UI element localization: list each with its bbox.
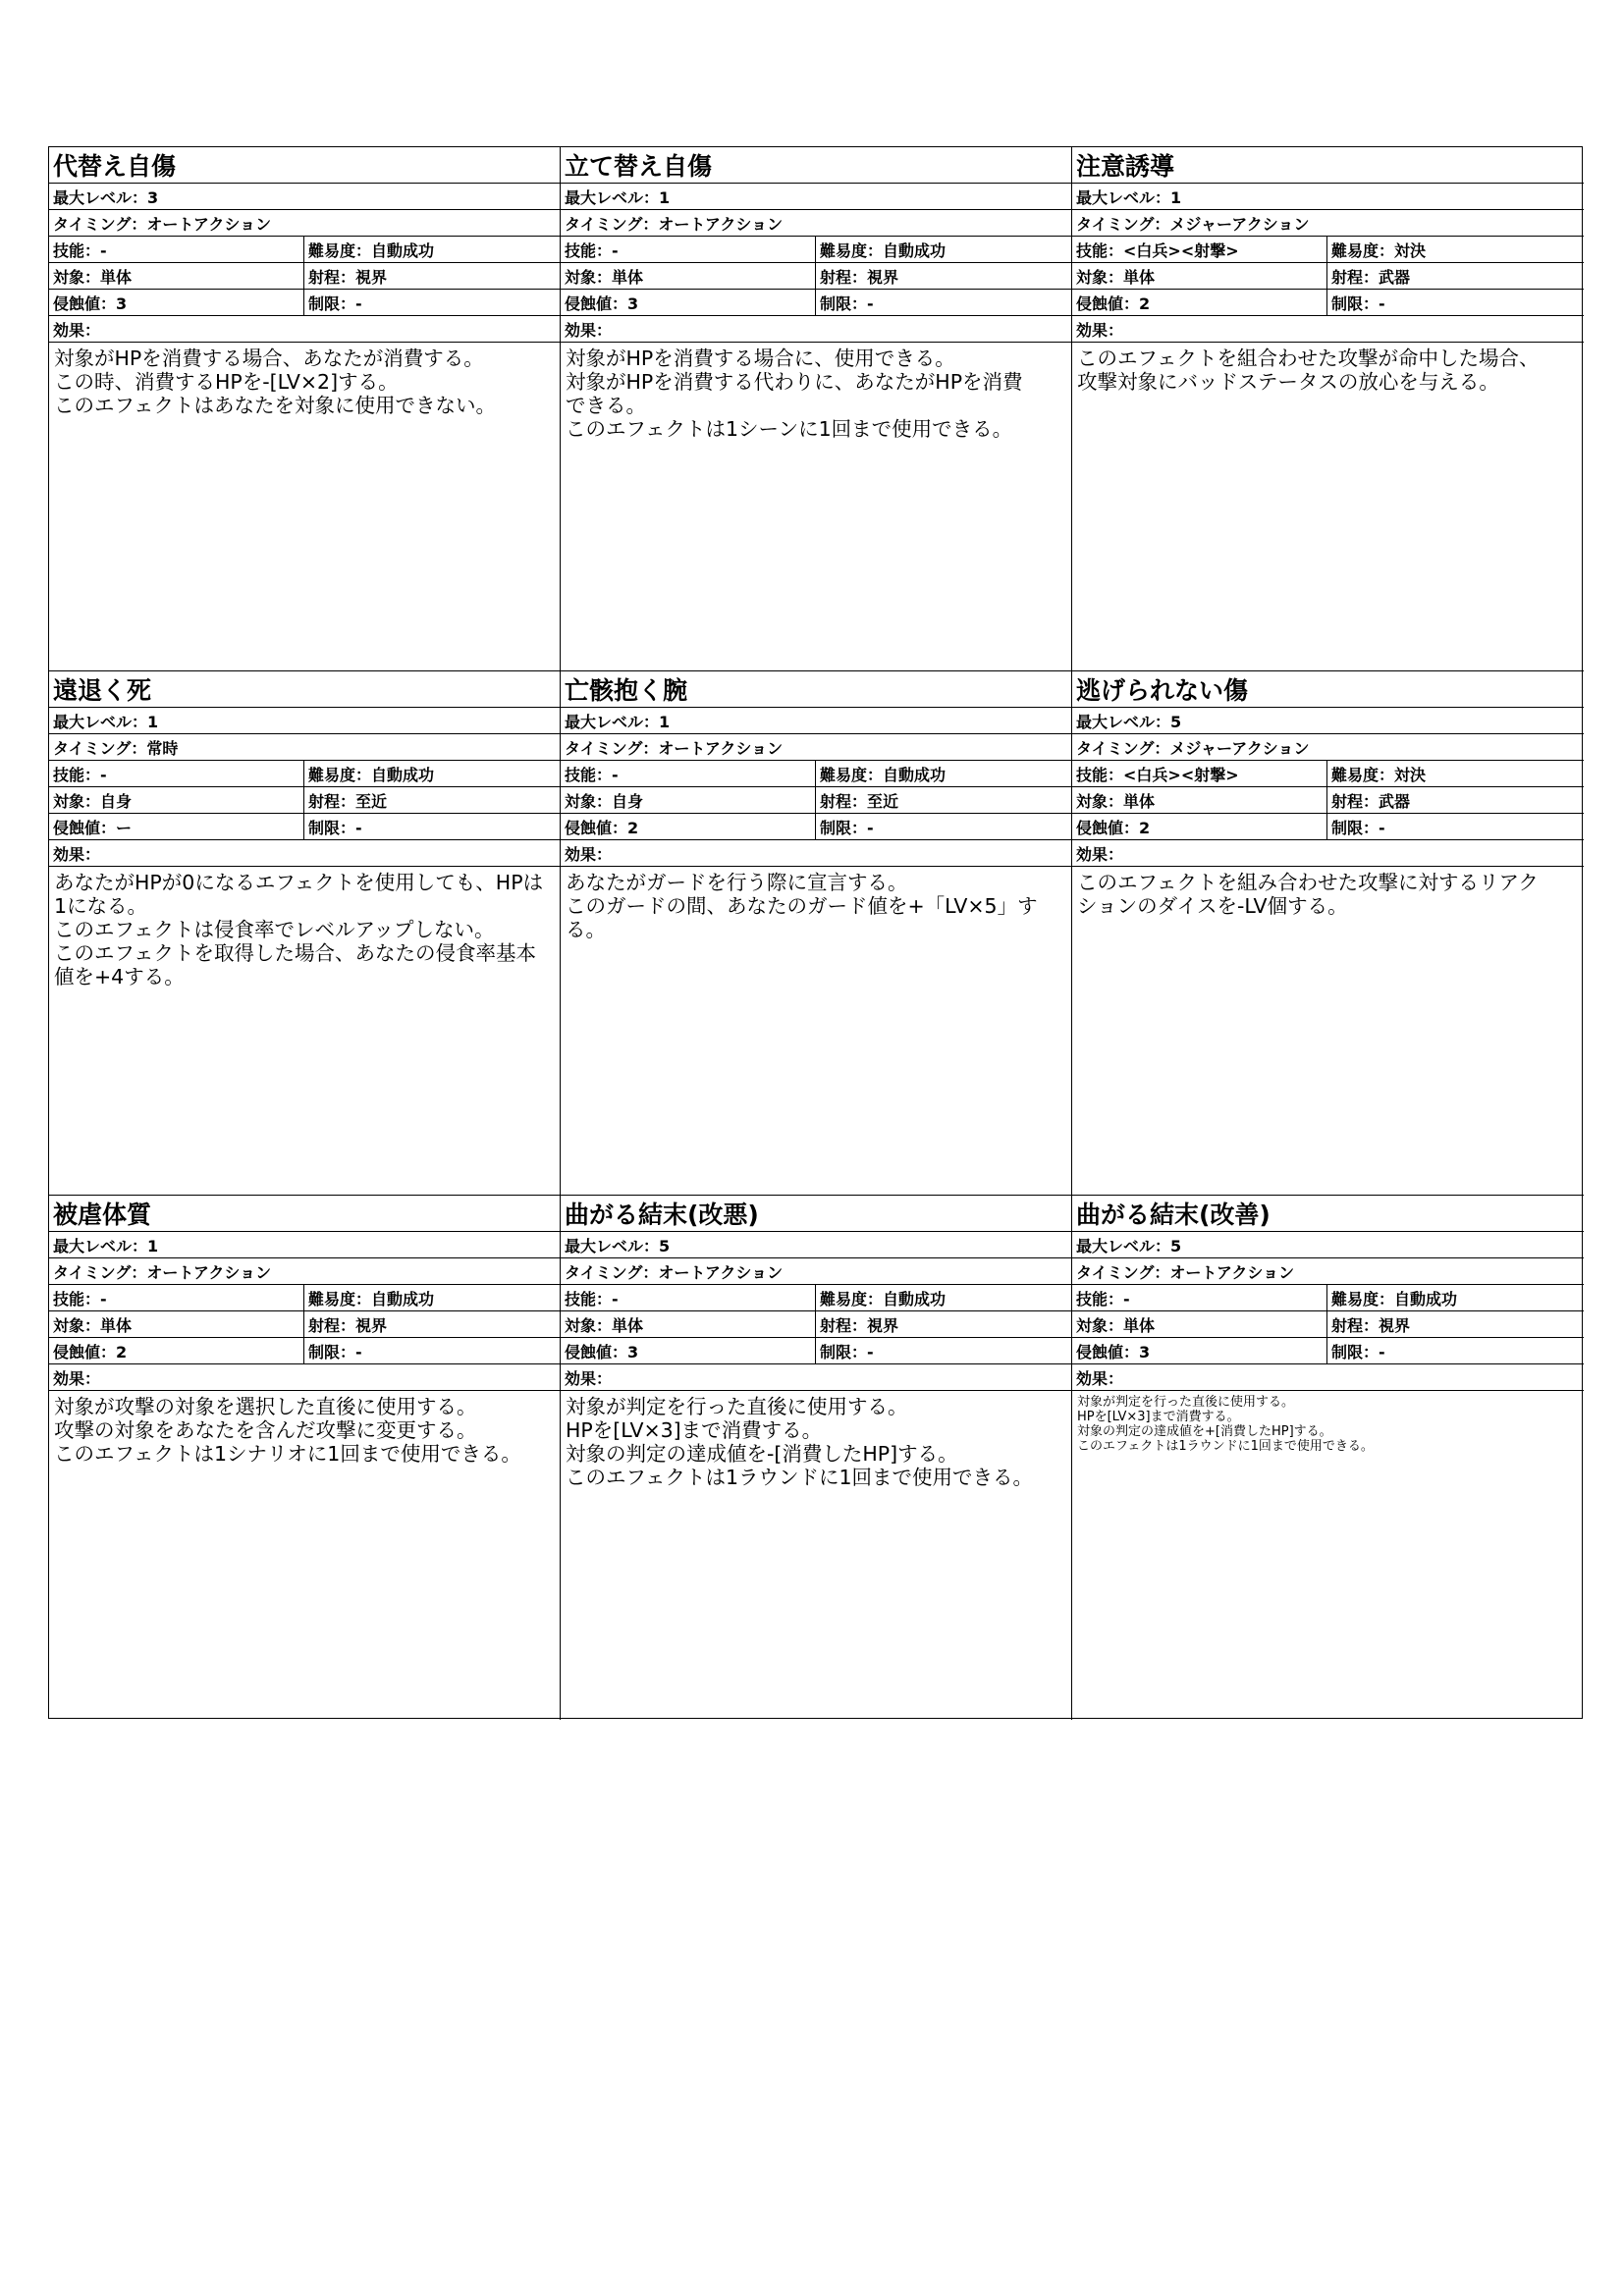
target-range-row <box>1072 263 1584 290</box>
max-level: 最大レベル：5 <box>1072 1232 1584 1258</box>
difficulty: 難易度：自動成功 <box>308 240 435 260</box>
erosion: 侵蝕値：3 <box>561 290 816 315</box>
skill-difficulty-row <box>1072 761 1584 787</box>
difficulty: 難易度：自動成功 <box>820 240 947 260</box>
effect-label: 効果： <box>49 840 560 867</box>
limit: 制限：- <box>820 818 874 837</box>
skill: 技能：- <box>49 237 304 262</box>
skill-difficulty-row <box>49 1285 560 1311</box>
difficulty: 難易度：対決 <box>1331 765 1427 784</box>
limit: 制限：- <box>820 294 874 313</box>
effect-name: 亡骸抱く腕 <box>561 671 1071 708</box>
range: 射程：武器 <box>1331 791 1411 811</box>
effect-label: 効果： <box>1072 1364 1584 1391</box>
timing: タイミング：オートアクション <box>49 210 560 237</box>
difficulty: 難易度：対決 <box>1331 240 1427 260</box>
erosion: 侵蝕値：2 <box>561 814 816 839</box>
timing: タイミング：オートアクション <box>561 734 1071 761</box>
max-level: 最大レベル：1 <box>561 708 1071 734</box>
erosion-limit-row <box>561 814 1071 840</box>
max-level: 最大レベル：1 <box>1072 184 1584 210</box>
effect-text: このエフェクトを組合わせた攻撃が命中した場合、 攻撃対象にバッドステータスの放心を与える。 <box>1077 347 1540 394</box>
effect-card <box>1072 147 1584 671</box>
effect-card <box>561 671 1072 1196</box>
skill: 技能：- <box>561 237 816 262</box>
erosion-limit-row <box>1072 290 1584 316</box>
max-level: 最大レベル：5 <box>561 1232 1071 1258</box>
erosion-limit-row <box>49 814 560 840</box>
effect-card <box>561 1196 1072 1720</box>
range: 射程：視界 <box>820 1315 899 1335</box>
target-range-row <box>49 787 560 814</box>
erosion-limit-row <box>1072 814 1584 840</box>
skill-difficulty-row <box>49 237 560 263</box>
skill-difficulty-row <box>561 761 1071 787</box>
timing: タイミング：オートアクション <box>561 1258 1071 1285</box>
effect-label: 効果： <box>561 316 1071 343</box>
timing: タイミング：オートアクション <box>49 1258 560 1285</box>
timing: タイミング：オートアクション <box>561 210 1071 237</box>
effect-card <box>49 671 561 1196</box>
max-level: 最大レベル：1 <box>561 184 1071 210</box>
erosion-limit-row <box>561 290 1071 316</box>
effect-card <box>1072 671 1584 1196</box>
skill-difficulty-row <box>1072 237 1584 263</box>
target: 対象：単体 <box>49 1311 304 1337</box>
difficulty: 難易度：自動成功 <box>820 1289 947 1308</box>
effect-name: 代替え自傷 <box>49 147 560 184</box>
skill: 技能：<白兵><射撃> <box>1072 761 1327 786</box>
target: 対象：単体 <box>561 1311 816 1337</box>
timing: タイミング：オートアクション <box>1072 1258 1584 1285</box>
max-level: 最大レベル：3 <box>49 184 560 210</box>
target: 対象：単体 <box>561 263 816 289</box>
effect-name: 注意誘導 <box>1072 147 1584 184</box>
max-level: 最大レベル：1 <box>49 1232 560 1258</box>
effect-text: 対象が判定を行った直後に使用する。 HPを[LV×3]まで消費する。 対象の判定の達成値を+[消費したHP]する。 このエフェクトは1ラウンドに1回まで使用できる。 <box>1077 1395 1374 1454</box>
erosion: 侵蝕値：ー <box>49 814 304 839</box>
target: 対象：単体 <box>49 263 304 289</box>
effect-label: 効果： <box>49 1364 560 1391</box>
limit: 制限：- <box>1331 294 1385 313</box>
effect-name: 逃げられない傷 <box>1072 671 1584 708</box>
target-range-row <box>49 1311 560 1338</box>
range: 射程：至近 <box>308 791 388 811</box>
effect-card <box>1072 1196 1584 1720</box>
effect-name: 曲がる結末(改善) <box>1072 1196 1584 1232</box>
erosion-limit-row <box>1072 1338 1584 1364</box>
effect-text: あなたがガードを行う際に宣言する。 このガードの間、あなたのガード値を+「LV×5」する。 <box>566 871 1038 941</box>
effect-text: 対象がHPを消費する場合に、使用できる。 対象がHPを消費する代わりに、あなたがHPを消費 できる。 このエフェクトは1シーンに1回まで使用できる。 <box>566 347 1023 441</box>
range: 射程：武器 <box>1331 267 1411 287</box>
target-range-row <box>561 263 1071 290</box>
timing: タイミング：メジャーアクション <box>1072 210 1584 237</box>
erosion: 侵蝕値：2 <box>1072 814 1327 839</box>
range: 射程：視界 <box>308 1315 388 1335</box>
target-range-row <box>49 263 560 290</box>
timing: タイミング：常時 <box>49 734 560 761</box>
range: 射程：至近 <box>820 791 899 811</box>
effect-name: 遠退く死 <box>49 671 560 708</box>
skill: 技能：- <box>561 761 816 786</box>
effect-sheet <box>48 146 1583 1719</box>
erosion-limit-row <box>561 1338 1071 1364</box>
timing: タイミング：メジャーアクション <box>1072 734 1584 761</box>
skill: 技能：<白兵><射撃> <box>1072 237 1327 262</box>
limit: 制限：- <box>1331 1342 1385 1362</box>
erosion: 侵蝕値：3 <box>561 1338 816 1363</box>
effect-name: 曲がる結末(改悪) <box>561 1196 1071 1232</box>
target-range-row <box>1072 787 1584 814</box>
difficulty: 難易度：自動成功 <box>308 1289 435 1308</box>
skill: 技能：- <box>49 761 304 786</box>
effect-text: 対象が攻撃の対象を選択した直後に使用する。 攻撃の対象をあなたを含んだ攻撃に変更する。 このエフェクトは1シナリオに1回まで使用できる。 <box>54 1395 521 1466</box>
effect-label: 効果： <box>561 840 1071 867</box>
target: 対象：単体 <box>1072 263 1327 289</box>
target: 対象：単体 <box>1072 787 1327 813</box>
skill-difficulty-row <box>561 1285 1071 1311</box>
difficulty: 難易度：自動成功 <box>820 765 947 784</box>
effect-card <box>49 1196 561 1720</box>
erosion: 侵蝕値：2 <box>1072 290 1327 315</box>
range: 射程：視界 <box>1331 1315 1411 1335</box>
target: 対象：自身 <box>49 787 304 813</box>
target-range-row <box>561 1311 1071 1338</box>
range: 射程：視界 <box>820 267 899 287</box>
effect-label: 効果： <box>1072 316 1584 343</box>
effect-label: 効果： <box>49 316 560 343</box>
skill: 技能：- <box>561 1285 816 1310</box>
effect-text: 対象が判定を行った直後に使用する。 HPを[LV×3]まで消費する。 対象の判定の達成値を-[消費したHP]する。 このエフェクトは1ラウンドに1回まで使用できる。 <box>566 1395 1034 1489</box>
difficulty: 難易度：自動成功 <box>1331 1289 1458 1308</box>
effect-text: このエフェクトを組み合わせた攻撃に対するリアク ションのダイスを-LV個する。 <box>1077 871 1539 918</box>
effect-name: 被虐体質 <box>49 1196 560 1232</box>
target-range-row <box>1072 1311 1584 1338</box>
erosion: 侵蝕値：3 <box>49 290 304 315</box>
limit: 制限：- <box>1331 818 1385 837</box>
target: 対象：自身 <box>561 787 816 813</box>
target-range-row <box>561 787 1071 814</box>
range: 射程：視界 <box>308 267 388 287</box>
effect-text: あなたがHPが0になるエフェクトを使用しても、HPは 1になる。 このエフェクトは侵食率でレベルアップしない。 このエフェクトを取得した場合、あなたの侵食率基本 値を+4する。 <box>54 871 544 988</box>
max-level: 最大レベル：1 <box>49 708 560 734</box>
effect-card-grid <box>49 147 1582 1718</box>
effect-card <box>49 147 561 671</box>
limit: 制限：- <box>308 294 362 313</box>
skill: 技能：- <box>1072 1285 1327 1310</box>
skill-difficulty-row <box>49 761 560 787</box>
erosion-limit-row <box>49 1338 560 1364</box>
target: 対象：単体 <box>1072 1311 1327 1337</box>
effect-card <box>561 147 1072 671</box>
erosion-limit-row <box>49 290 560 316</box>
erosion: 侵蝕値：3 <box>1072 1338 1327 1363</box>
skill-difficulty-row <box>561 237 1071 263</box>
erosion: 侵蝕値：2 <box>49 1338 304 1363</box>
difficulty: 難易度：自動成功 <box>308 765 435 784</box>
limit: 制限：- <box>308 818 362 837</box>
effect-text: 対象がHPを消費する場合、あなたが消費する。 この時、消費するHPを-[LV×2]する。 このエフェクトはあなたを対象に使用できない。 <box>54 347 496 417</box>
limit: 制限：- <box>820 1342 874 1362</box>
skill-difficulty-row <box>1072 1285 1584 1311</box>
skill: 技能：- <box>49 1285 304 1310</box>
effect-label: 効果： <box>1072 840 1584 867</box>
effect-name: 立て替え自傷 <box>561 147 1071 184</box>
effect-label: 効果： <box>561 1364 1071 1391</box>
max-level: 最大レベル：5 <box>1072 708 1584 734</box>
limit: 制限：- <box>308 1342 362 1362</box>
